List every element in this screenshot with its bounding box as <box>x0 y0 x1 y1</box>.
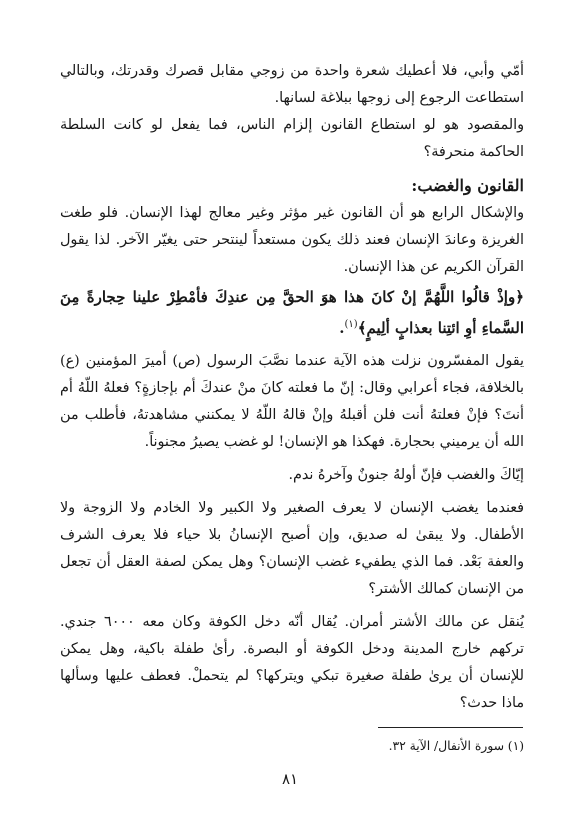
paragraph-2: والمقصود هو لو استطاع القانون إلزام الناس، فما يفعل لو كانت السلطة الحاكمة منحرفة؟ <box>60 117 524 160</box>
quran-verse <box>60 283 524 342</box>
paragraph-5: إيّاكَ والغضب فإنّ أولهُ جنونٌ وآخرهُ ندم. <box>288 467 524 483</box>
paragraph-3: والإشكال الرابع هو أن القانون غير مؤثر وغير معالج لهذا الإنسان. فلو طغت الغريزة وعاندَ الإنسان فعند ذلك يكون مستعداً لينتحر حتى يغيّر الآخر. لذا يقول القرآن الكريم عن هذا الإنسان. <box>60 205 524 275</box>
paragraph-7: يُنقل عن مالك الأشتر أمران. يُقال أنّه دخل الكوفة وكان معه ٦٠٠٠ جندي. تركهم خارج المدينة ودخل الكوفة أو البصرة. رأىٰ طفلة باكية، وهل يمكن للإنسان أن يرىٰ طفلة صغيرة تبكي ويتركها؟ لم يتحملْ. فعطف عليها وسألها ماذا حدث؟ <box>60 614 524 711</box>
footnote: (١) سورة الأنفال/ الآية ٣٢. <box>388 739 524 753</box>
paragraph-1: أمّي وأبي، فلا أعطيك شعرة واحدة من زوجي مقابل قصرك وقدرتك، وبالتالي استطاعت الرجوع إلى زوجها ببلاغة لسانها. <box>60 63 524 106</box>
footnote-rule <box>378 727 523 728</box>
paragraph-6: فعندما يغضب الإنسان لا يعرف الصغير ولا الكبير ولا الخادم ولا الزوجة ولا الأطفال. ولا يبقىٰ له صديق، وإن أصبح الإنسانُ بلا حياء فلا يعرف الشرف والعفة بَعْد. فما الذي يطفيء غضب الإنسان؟ وهل يمكن لصفة العقل أن تجعل من الإنسان كمالك الأشتر؟ <box>60 500 524 597</box>
footnote-ref: (١) <box>344 319 358 330</box>
section-heading: القانون والغضب: <box>411 176 524 195</box>
verse-text: ﴿وإذْ قالُوا اللَّهُمَّ إنْ كانَ هذا هوَ الحقَّ مِن عندِكَ فأمْطِرْ علينا حِجارةً مِنَ السَّماءِ أوِ ائتِنا بعذابٍ ألِيمٍ﴾ <box>60 288 524 337</box>
verse-end: . <box>339 319 345 337</box>
page-body <box>60 58 524 717</box>
paragraph-4: يقول المفسّرون نزلت هذه الآية عندما نصَّبَ الرسول (ص) أميرَ المؤمنين (ع) بالخلافة، فجاء أعرابي وقال: إنّ ما فعلته كانَ منْ عندكَ أم بإجازةٍ؟ فعلهُ اللّهُ أم أنتَ؟ فإنْ فعلتهُ أنت فلن أقبلهُ وإنْ قالهُ اللّهُ لا يمكنني مشاهدتهُ، فأطلب من الله أن يرميني بحجارة. فهكذا هو الإنسان! لو غضب يصيرُ مجنوناً. <box>60 353 524 450</box>
page-number: ٨١ <box>281 770 299 788</box>
